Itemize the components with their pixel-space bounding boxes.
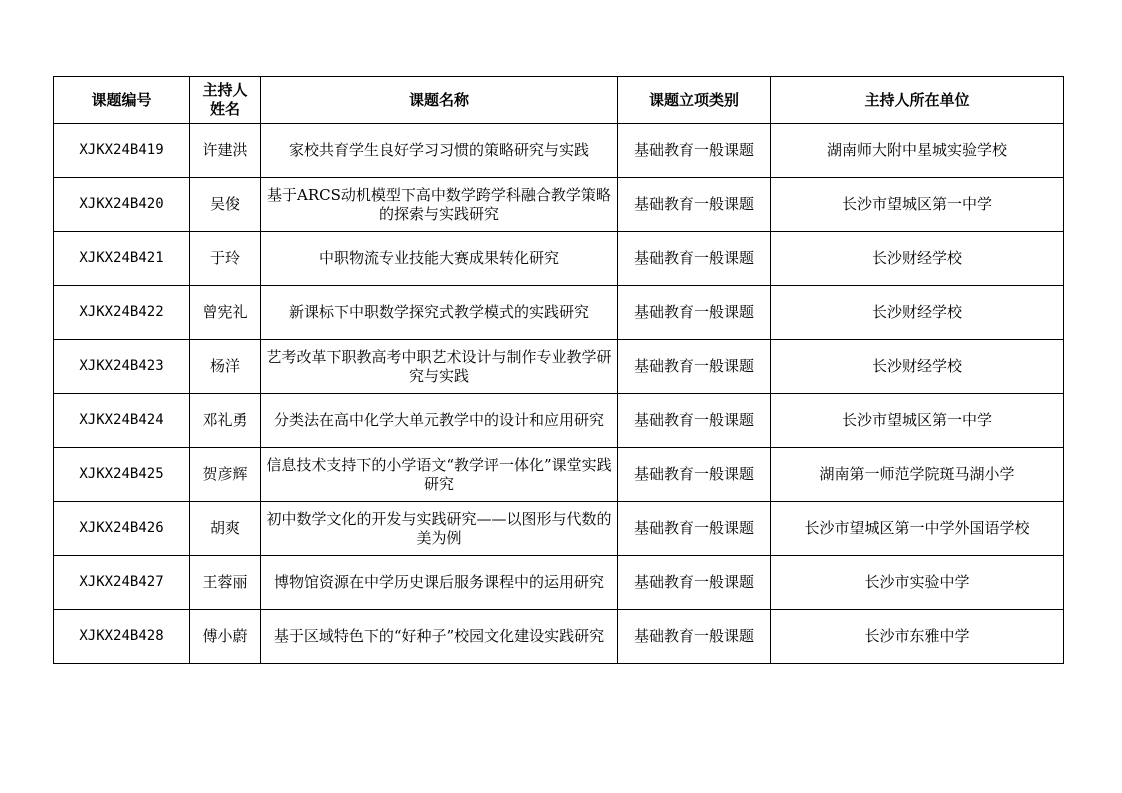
cell-code: XJKX24B422 bbox=[54, 286, 190, 340]
cell-category: 基础教育一般课题 bbox=[618, 502, 771, 556]
header-host bbox=[190, 77, 261, 124]
table-row bbox=[54, 610, 1064, 664]
cell-unit: 长沙财经学校 bbox=[771, 286, 1064, 340]
cell-code: XJKX24B421 bbox=[54, 232, 190, 286]
table-row bbox=[54, 232, 1064, 286]
cell-title: 博物馆资源在中学历史课后服务课程中的运用研究 bbox=[261, 556, 618, 610]
cell-unit: 长沙市望城区第一中学外国语学校 bbox=[771, 502, 1064, 556]
cell-code: XJKX24B428 bbox=[54, 610, 190, 664]
cell-host: 许建洪 bbox=[190, 124, 261, 178]
cell-category: 基础教育一般课题 bbox=[618, 556, 771, 610]
cell-host: 傅小蔚 bbox=[190, 610, 261, 664]
cell-code: XJKX24B426 bbox=[54, 502, 190, 556]
cell-host: 吴俊 bbox=[190, 178, 261, 232]
header-host-line2: 姓名 bbox=[209, 100, 240, 118]
header-title: 课题名称 bbox=[261, 77, 618, 124]
cell-host: 邓礼勇 bbox=[190, 394, 261, 448]
cell-title: 中职物流专业技能大赛成果转化研究 bbox=[261, 232, 618, 286]
project-list-sheet bbox=[53, 76, 1064, 664]
cell-category: 基础教育一般课题 bbox=[618, 610, 771, 664]
header-category: 课题立项类别 bbox=[618, 77, 771, 124]
table-row bbox=[54, 394, 1064, 448]
table-row bbox=[54, 340, 1064, 394]
cell-code: XJKX24B420 bbox=[54, 178, 190, 232]
project-table bbox=[53, 76, 1064, 664]
cell-category: 基础教育一般课题 bbox=[618, 178, 771, 232]
cell-unit: 长沙财经学校 bbox=[771, 340, 1064, 394]
cell-unit: 长沙市东雅中学 bbox=[771, 610, 1064, 664]
cell-host: 于玲 bbox=[190, 232, 261, 286]
cell-title: 信息技术支持下的小学语文“教学评一体化”课堂实践研究 bbox=[261, 448, 618, 502]
cell-category: 基础教育一般课题 bbox=[618, 232, 771, 286]
cell-title: 艺考改革下职教高考中职艺术设计与制作专业教学研究与实践 bbox=[261, 340, 618, 394]
cell-code: XJKX24B419 bbox=[54, 124, 190, 178]
cell-category: 基础教育一般课题 bbox=[618, 286, 771, 340]
cell-title: 家校共育学生良好学习习惯的策略研究与实践 bbox=[261, 124, 618, 178]
cell-host: 杨洋 bbox=[190, 340, 261, 394]
cell-title: 初中数学文化的开发与实践研究——以图形与代数的美为例 bbox=[261, 502, 618, 556]
cell-host: 贺彦辉 bbox=[190, 448, 261, 502]
cell-host: 胡爽 bbox=[190, 502, 261, 556]
table-body bbox=[54, 124, 1064, 664]
cell-category: 基础教育一般课题 bbox=[618, 340, 771, 394]
cell-code: XJKX24B425 bbox=[54, 448, 190, 502]
cell-category: 基础教育一般课题 bbox=[618, 394, 771, 448]
cell-code: XJKX24B423 bbox=[54, 340, 190, 394]
cell-unit: 湖南师大附中星城实验学校 bbox=[771, 124, 1064, 178]
header-row bbox=[54, 77, 1064, 124]
cell-title: 新课标下中职数学探究式教学模式的实践研究 bbox=[261, 286, 618, 340]
cell-code: XJKX24B427 bbox=[54, 556, 190, 610]
cell-unit: 长沙财经学校 bbox=[771, 232, 1064, 286]
table-row bbox=[54, 448, 1064, 502]
cell-code: XJKX24B424 bbox=[54, 394, 190, 448]
table-row bbox=[54, 178, 1064, 232]
cell-title: 基于区域特色下的“好种子”校园文化建设实践研究 bbox=[261, 610, 618, 664]
cell-unit: 长沙市实验中学 bbox=[771, 556, 1064, 610]
table-row bbox=[54, 124, 1064, 178]
cell-category: 基础教育一般课题 bbox=[618, 448, 771, 502]
cell-title: 分类法在高中化学大单元教学中的设计和应用研究 bbox=[261, 394, 618, 448]
cell-category: 基础教育一般课题 bbox=[618, 124, 771, 178]
table-row bbox=[54, 556, 1064, 610]
cell-host: 曾宪礼 bbox=[190, 286, 261, 340]
cell-unit: 湖南第一师范学院斑马湖小学 bbox=[771, 448, 1064, 502]
cell-unit: 长沙市望城区第一中学 bbox=[771, 178, 1064, 232]
header-host-line1: 主持人 bbox=[202, 81, 248, 99]
cell-unit: 长沙市望城区第一中学 bbox=[771, 394, 1064, 448]
table-row bbox=[54, 502, 1064, 556]
cell-host: 王蓉丽 bbox=[190, 556, 261, 610]
cell-title: 基于ARCS动机模型下高中数学跨学科融合教学策略的探索与实践研究 bbox=[261, 178, 618, 232]
header-code: 课题编号 bbox=[54, 77, 190, 124]
table-row bbox=[54, 286, 1064, 340]
header-unit: 主持人所在单位 bbox=[771, 77, 1064, 124]
